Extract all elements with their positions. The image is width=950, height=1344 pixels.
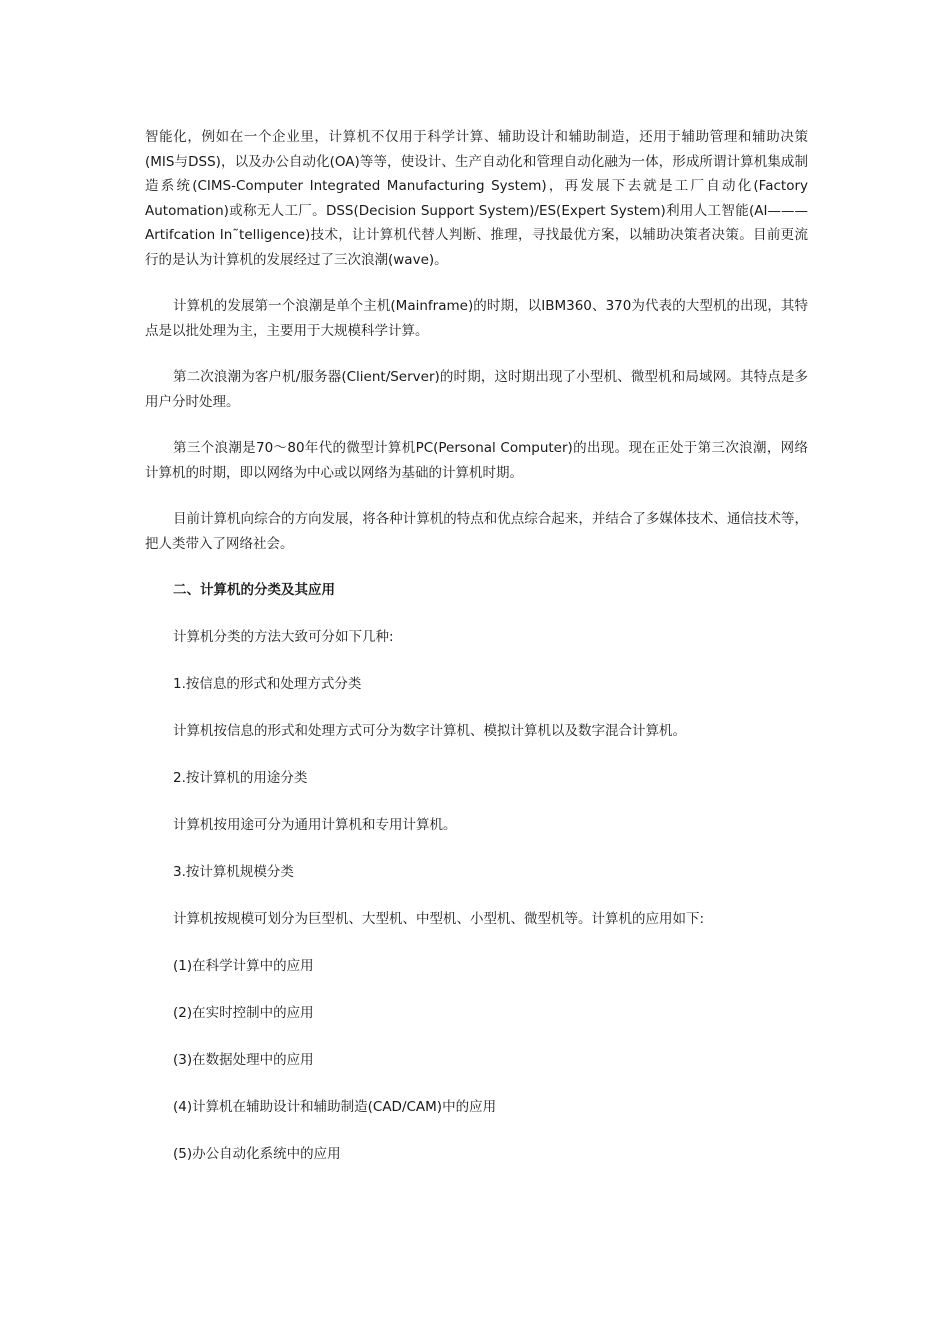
second-wave-paragraph: 第二次浪潮为客户机/服务器(Client/Server)的时期，这时期出现了小型机、微型机和局域网。其特点是多用户分时处理。 <box>145 369 808 410</box>
classification-intro: 计算机分类的方法大致可分如下几种: <box>173 629 394 645</box>
subsection-text-2: 计算机按用途可分为通用计算机和专用计算机。 <box>173 817 457 833</box>
first-wave-paragraph: 计算机的发展第一个浪潮是单个主机(Mainframe)的时期，以IBM360、370为代表的大型机的出现，其特点是以批处理为主，主要用于大规模科学计算。 <box>145 298 808 339</box>
application-item: (4)计算机在辅助设计和辅助制造(CAD/CAM)中的应用 <box>173 1099 497 1115</box>
intro-paragraph: 智能化，例如在一个企业里，计算机不仅用于科学计算、辅助设计和辅助制造，还用于辅助管理和辅助决策(MIS与DSS)，以及办公自动化(OA)等等，使设计、生产自动化和管理自动化融为一体，形成所谓计算机集成制造系统(CIMS-Computer Integrated Manufacturing System)，再发展下去就是工厂自动化(Factory Automation)或称无人工厂。DSS(Decision Support System)/ES(Expert System)利用人工智能(AI———Artifcation In˜telligence)技术，让计算机代替人判断、推理，寻找最优方案，以辅助决策者决策。目前更流行的是认为计算机的发展经过了三次浪潮(wave)。 <box>145 129 808 268</box>
application-item: (1)在科学计算中的应用 <box>173 958 314 974</box>
application-item: (3)在数据处理中的应用 <box>173 1052 314 1068</box>
subsection-title-3: 3.按计算机规模分类 <box>173 864 294 880</box>
current-trend-paragraph: 目前计算机向综合的方向发展，将各种计算机的特点和优点综合起来，并结合了多媒体技术、通信技术等，把人类带入了网络社会。 <box>145 511 808 552</box>
subsection-text-3: 计算机按规模可划分为巨型机、大型机、中型机、小型机、微型机等。计算机的应用如下: <box>173 911 705 927</box>
third-wave-paragraph: 第三个浪潮是70～80年代的微型计算机PC(Personal Computer)的出现。现在正处于第三次浪潮，网络计算机的时期，即以网络为中心或以网络为基础的计算机时期。 <box>145 440 808 481</box>
section-heading: 二、计算机的分类及其应用 <box>173 582 335 598</box>
application-item: (5)办公自动化系统中的应用 <box>173 1146 341 1162</box>
subsection-text-1: 计算机按信息的形式和处理方式可分为数字计算机、模拟计算机以及数字混合计算机。 <box>173 723 686 739</box>
subsection-title-1: 1.按信息的形式和处理方式分类 <box>173 676 362 692</box>
subsection-title-2: 2.按计算机的用途分类 <box>173 770 308 786</box>
application-item: (2)在实时控制中的应用 <box>173 1005 314 1021</box>
